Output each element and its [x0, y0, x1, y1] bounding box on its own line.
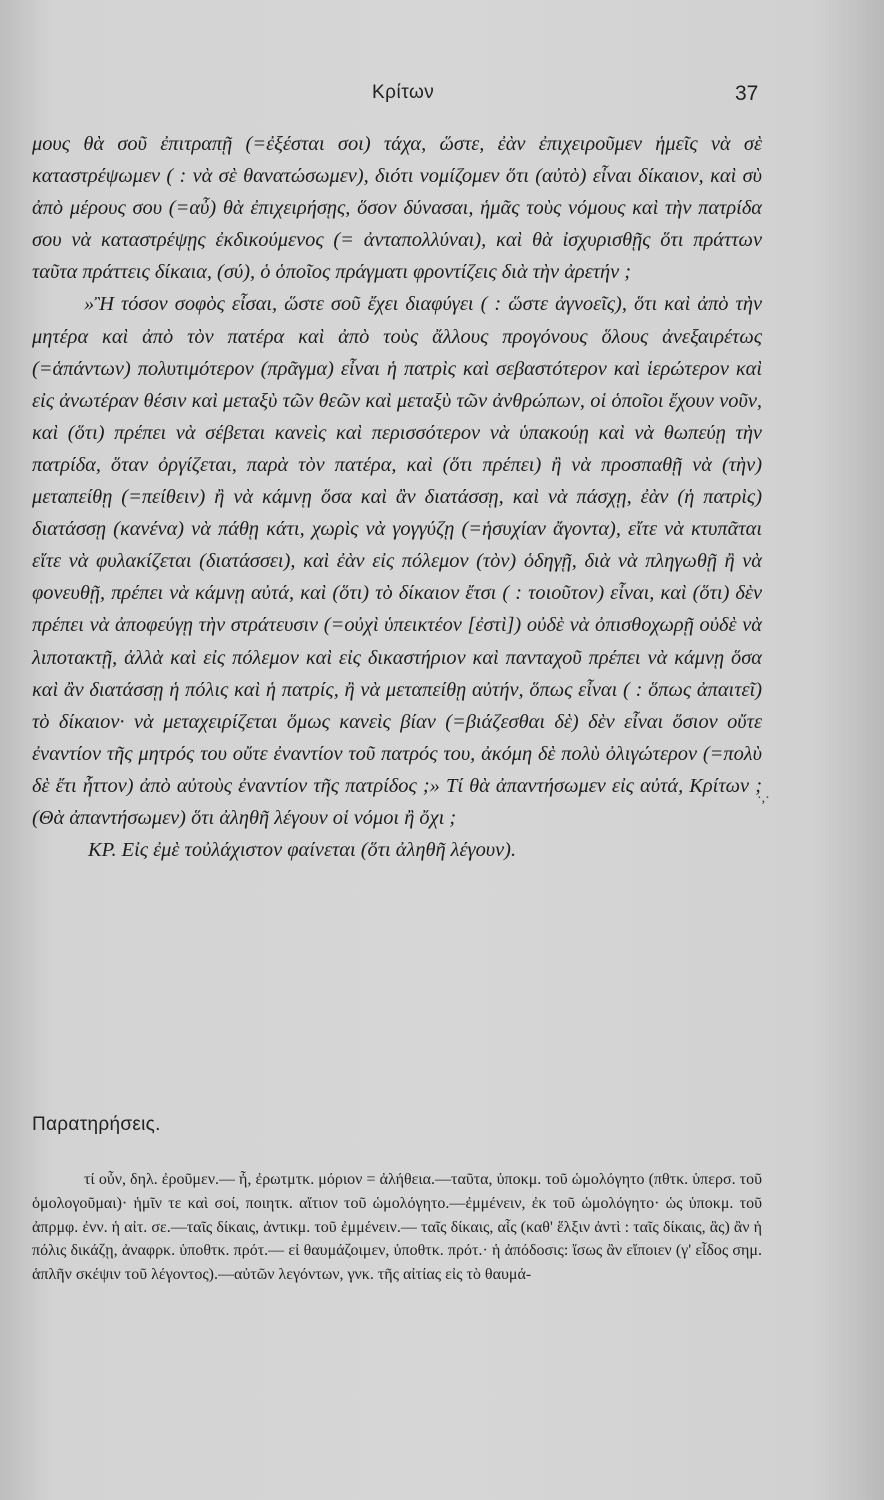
notes-text: τί οὖν, δηλ. ἐροῦμεν.— ἦ, ἐρωτμτκ. μόριον = ἀλήθεια.—ταῦτα, ὑποκμ. τοῦ ὡμολόγητο (πθτκ. ὑπερσ. τοῦ ὁμολογοῦμαι)· ἡμῖν τε καὶ σοί, ποιητκ. αἴτιον τοῦ ὡμολόγητο.—ἐμμένειν, ἐκ τοῦ ὡμολόγητο· ὡς ὑποκμ. τοῦ ἀπρμφ. ἐνν. ἡ αἰτ. σε.—ταῖς δίκαις, ἀντικμ. τοῦ ἐμμένειν.— ταῖς δίκαις, αἷς (καθ' ἕλξιν ἀντὶ : ταῖς δίκαις, ἃς) ἂν ἡ πόλις δικάζῃ, ἀναφρκ. ὑποθτκ. πρότ.— εἰ θαυμάζοιμεν, ὑποθτκ. πρότ.· ἡ ἀπόδοσις: ἴσως ἂν εἴποιεν (γ' εἶδος σημ. ἁπλῆν σκέψιν τοῦ λέγοντος).—αὐτῶν λεγόντων, γνκ. τῆς αἰτίας εἰς τὸ θαυμά- — [32, 1171, 762, 1284]
margin-mark: ·,· — [757, 791, 770, 806]
paragraph-2: »Ἢ τόσον σοφὸς εἶσαι, ὥστε σοῦ ἔχει διαφύγει ( : ὥστε ἀγνοεῖς), ὅτι καὶ ἀπὸ τὴν μητέρα καὶ ἀπὸ τὸν πατέρα καὶ ἀπὸ τοὺς ἄλλους προγόνους ὅλους ἀνεξαιρέτως (=ἁπάντων) πολυτιμότερον (πρᾶγμα) εἶναι ἡ πατρὶς καὶ σεβαστότερον καὶ ἱερώτερον καὶ εἰς ἀνωτέραν θέσιν καὶ μεταξὺ τῶν θεῶν καὶ μεταξὺ τῶν ἀνθρώπων, οἱ ὁποῖοι ἔχουν νοῦν, καὶ (ὅτι) πρέπει νὰ σέβεται κανεὶς καὶ περισσότερον νὰ ὑπακούῃ καὶ νὰ θωπεύῃ τὴν πατρίδα, ὅταν ὀργίζεται, παρὰ τὸν πατέρα, καὶ (ὅτι πρέπει) ἢ νὰ προσπαθῇ νὰ (τὴν) μεταπείθῃ (=πείθειν) ἢ νὰ κάμνῃ ὅσα καὶ ἂν διατάσσῃ, καὶ νὰ πάσχῃ, ἐὰν (ἡ πατρὶς) διατάσσῃ (κανένα) νὰ πάθῃ κάτι, χωρὶς νὰ γογγύζῃ (=ἡσυχίαν ἄγοντα), εἴτε νὰ κτυπᾶται εἴτε νὰ φυλακίζεται (διατάσσει), καὶ ἐὰν εἰς πόλεμον (τὸν) ὁδηγῇ, διὰ νὰ πληγωθῇ ἢ νὰ φονευθῇ, πρέπει νὰ κάμνῃ αὐτά, καὶ (ὅτι) τὸ δίκαιον ἔτσι ( : τοιοῦτον) εἶναι, καὶ (ὅτι) δὲν πρέπει νὰ ἀποφεύγῃ τὴν στράτευσιν (=οὐχὶ ὑπεικτέον [ἐστὶ]) οὐδὲ νὰ ὀπισθοχωρῇ οὐδὲ νὰ λιποτακτῇ, ἀλλὰ καὶ εἰς πόλεμον καὶ εἰς δικαστήριον καὶ πανταχοῦ πρέπει νὰ κάμνῃ ὅσα καὶ ἂν διατάσσῃ ἡ πόλις καὶ ἡ πατρίς, ἢ νὰ μεταπείθῃ αὐτήν, ὅπως εἶναι ( : ὅπως ἀπαιτεῖ) τὸ δίκαιον· νὰ μεταχειρίζεται ὅμως κανεὶς βίαν (=βιάζεσθαι δὲ) δὲν εἶναι ὅσιον οὔτε ἐναντίον τῆς μητρός του οὔτε ἐναντίον τοῦ πατρός του, ἀκόμη δὲ πολὺ ὀλιγώτερον (=πολὺ δὲ ἔτι ἧττον) ἀπὸ αὐτοὺς ἐναντίον τῆς πατρίδος ;» Τί θὰ ἀπαντήσωμεν εἰς αὐτά, Κρίτων ; (Θὰ ἀπαντήσωμεν) ὅτι ἀληθῆ λέγουν οἱ νόμοι ἢ ὄχι ; — [32, 293, 762, 829]
paragraph-3: ΚΡ. Εἰς ἐμὲ τοὐλάχιστον φαίνεται (ὅτι ἀληθῆ λέγουν). — [88, 839, 517, 862]
page-header — [0, 82, 884, 112]
notes-heading: Παρατηρήσεις. — [32, 1114, 161, 1135]
translation-text — [32, 128, 762, 866]
page-number: 37 — [735, 82, 759, 105]
running-title: Κρίτων — [372, 82, 435, 103]
paragraph-1: μους θὰ σοῦ ἐπιτραπῇ (=ἐξέσται σοι) τάχα, ὥστε, ἐὰν ἐπιχειροῦμεν ἡμεῖς νὰ σὲ καταστρέψωμεν ( : νὰ σὲ θανατώσωμεν), διότι νομίζομεν ὅτι (αὐτὸ) εἶναι δίκαιον, καὶ σὺ ἀπὸ μέρους σου (=αὖ) θὰ ἐπιχειρήσῃς, ὅσον δύνασαι, ἡμᾶς τοὺς νόμους καὶ τὴν πατρίδα σου νὰ καταστρέψῃς ἐκδικούμενος (= ἀνταπολλύναι), καὶ θὰ ἰσχυρισθῇς ὅτι πράττων ταῦτα πράττεις δίκαια, (σύ), ὁ ὁποῖος πράγματι φροντίζεις διὰ τὴν ἀρετήν ; — [32, 133, 762, 284]
